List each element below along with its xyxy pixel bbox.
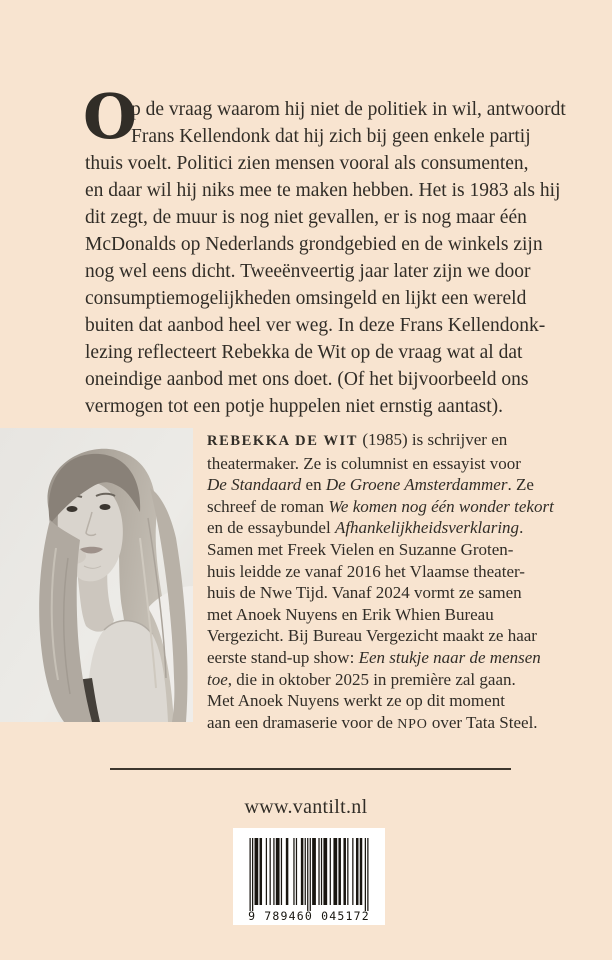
text-line: en daar wil hij niks mee te maken hebben. Het is 1983 als hij: [85, 180, 561, 201]
drop-cap: O: [83, 80, 138, 153]
text-line: thuis voelt. Politici zien mensen vooral als consumenten,: [85, 153, 529, 174]
author-bio: [207, 429, 554, 735]
text-line: lezing reflecteert Rebekka de Wit op de vraag wat al dat: [85, 342, 523, 363]
text-line: huis de Nwe Tijd. Vanaf 2024 vormt ze samen: [207, 583, 522, 603]
text-line: buiten dat aanbod heel ver weg. In deze Frans Kellendonk-: [85, 315, 546, 336]
text-line: vermogen tot een potje huppelen niet ernstig aantast).: [85, 396, 504, 417]
text-line: Vergezicht. Bij Bureau Vergezicht maakt ze haar: [207, 626, 537, 646]
text-line: schreef de roman We komen nog één wonder tekort: [207, 496, 554, 516]
text-line: p de vraag waarom hij niet de politiek in wil, antwoordt: [131, 99, 566, 120]
eye-right: [100, 504, 111, 510]
text-line: toe, die in oktober 2025 in première zal gaan.: [207, 669, 516, 689]
barcode: [233, 828, 385, 925]
intro-paragraph: [83, 80, 566, 420]
text-line: dit zegt, de muur is nog niet gevallen, er is nog maar één: [85, 207, 527, 228]
text-line: oneindige aanbod met ons doet. (Of het bijvoorbeeld ons: [85, 369, 529, 390]
text-line: theatermaker. Ze is columnist en essayist voor: [207, 453, 521, 473]
text-line: en de essaybundel Afhankelijkheidsverklaring.: [207, 518, 524, 538]
text-line: Met Anoek Nuyens werkt ze op dit moment: [207, 691, 505, 711]
author-photo: [0, 428, 193, 722]
isbn-number: 9 789460 045172: [248, 909, 370, 923]
eye-left: [67, 506, 78, 512]
text-line: McDonalds op Nederlands grondgebied en de winkels zijn: [85, 234, 543, 255]
text-line: REBEKKA DE WIT (1985) is schrijver en: [207, 430, 508, 449]
divider-rule: [110, 768, 511, 770]
text-line: consumptiemogelijkheden omsingeld en lijkt een wereld: [85, 288, 527, 309]
publisher-website: www.vantilt.nl: [244, 796, 368, 818]
text-line: De Standaard en De Groene Amsterdammer. Ze: [207, 475, 534, 495]
text-line: aan een dramaserie voor de NPO over Tata Steel.: [207, 712, 538, 732]
text-line: eerste stand-up show: Een stukje naar de mensen: [207, 647, 541, 667]
text-line: Samen met Freek Vielen en Suzanne Groten-: [207, 539, 514, 559]
text-line: huis leidde ze vanaf 2016 het Vlaamse theater-: [207, 561, 525, 581]
text-line: nog wel eens dicht. Tweeënveertig jaar later zijn we door: [85, 261, 531, 282]
text-line: met Anoek Nuyens en Erik Whien Bureau: [207, 604, 494, 624]
text-line: Frans Kellendonk dat hij zich bij geen enkele partij: [131, 126, 531, 147]
